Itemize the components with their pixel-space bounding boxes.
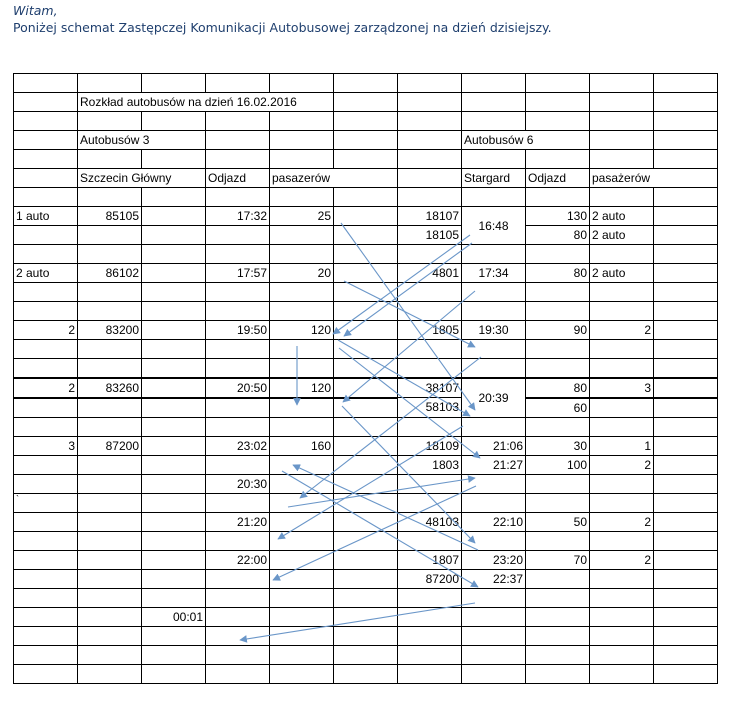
table-row: [14, 207, 718, 226]
final-time: 00:01: [142, 607, 206, 626]
header-szczecin: Szczecin Główny: [78, 169, 206, 188]
email-intro: [13, 2, 552, 36]
table-row: [14, 626, 718, 645]
table-row: [14, 569, 718, 588]
left-extra-time: 22:00: [206, 550, 270, 569]
right-passengers: 50: [526, 512, 590, 531]
left-extra-time: 21:20: [206, 512, 270, 531]
schedule-sheet: [13, 73, 718, 684]
right-depart: 20:39: [462, 378, 526, 418]
table-row: [14, 245, 718, 264]
greeting: Witam,: [13, 3, 58, 18]
right-train: 48103: [398, 512, 462, 531]
right-passengers: 130: [526, 207, 590, 226]
right-passengers: 60: [526, 398, 590, 418]
left-count: 2 auto: [14, 264, 78, 283]
left-depart: 19:50: [206, 321, 270, 340]
left-depart: 20:50: [206, 378, 270, 398]
right-passengers: 90: [526, 321, 590, 340]
table-row: [14, 436, 718, 455]
right-train: 1803: [398, 455, 462, 474]
header-right-depart: Odjazd: [526, 169, 590, 188]
right-count: 2: [590, 321, 654, 340]
table-row: [14, 664, 718, 683]
right-depart: 17:34: [462, 264, 526, 283]
left-passengers: 20: [270, 264, 334, 283]
table-row: [14, 493, 718, 512]
left-count: 2: [14, 321, 78, 340]
right-train: 1807: [398, 550, 462, 569]
table-row: [14, 321, 718, 340]
right-train: 38107: [398, 378, 462, 398]
left-extra-time: 20:30: [206, 474, 270, 493]
right-count: 1: [590, 436, 654, 455]
left-passengers: 25: [270, 207, 334, 226]
right-train: 87200: [398, 569, 462, 588]
header-left-depart: Odjazd: [206, 169, 270, 188]
left-depart: 23:02: [206, 436, 270, 455]
table-row: [14, 607, 718, 626]
table-row: [14, 188, 718, 207]
header-left-passengers: pasazerów: [270, 169, 398, 188]
table-row: [14, 531, 718, 550]
right-passengers: 30: [526, 436, 590, 455]
table-row: [14, 474, 718, 493]
left-count: 2: [14, 378, 78, 398]
left-train: 83260: [78, 378, 142, 398]
right-count: 2: [590, 550, 654, 569]
table-row: [14, 359, 718, 378]
right-depart: 21:06: [462, 436, 526, 455]
table-row: [14, 150, 718, 169]
left-depart: 17:32: [206, 207, 270, 226]
table-row: [14, 283, 718, 302]
header-row: [14, 169, 718, 188]
table-row: [14, 93, 718, 112]
right-train: 1805: [398, 321, 462, 340]
left-count: 3: [14, 436, 78, 455]
table-row: [14, 417, 718, 436]
table-row: [14, 550, 718, 569]
right-passengers: 70: [526, 550, 590, 569]
table-row: [14, 512, 718, 531]
right-depart: 19:30: [462, 321, 526, 340]
left-passengers: 120: [270, 378, 334, 398]
right-train: 18109: [398, 436, 462, 455]
right-count: 2 auto: [590, 226, 654, 245]
table-row: [14, 340, 718, 359]
table-row: [14, 302, 718, 321]
schedule-table: [13, 73, 718, 684]
right-count: 2: [590, 512, 654, 531]
right-passengers: 100: [526, 455, 590, 474]
schedule-title: Rozkład autobusów na dzień 16.02.2016: [78, 93, 334, 112]
left-depart: 17:57: [206, 264, 270, 283]
left-train: 87200: [78, 436, 142, 455]
right-depart: 22:37: [462, 569, 526, 588]
table-row: [14, 398, 718, 418]
intro-message: Poniżej schemat Zastępczej Komunikacji Autobusowej zarządzonej na dzień dzisiejszy.: [13, 20, 552, 35]
right-passengers: 80: [526, 264, 590, 283]
left-count: 1 auto: [14, 207, 78, 226]
table-row: [14, 74, 718, 93]
header-right-passengers: pasażerów: [590, 169, 718, 188]
table-row: [14, 264, 718, 283]
table-row: [14, 226, 718, 245]
left-train: 86102: [78, 264, 142, 283]
left-passengers: 160: [270, 436, 334, 455]
right-train: 18105: [398, 226, 462, 245]
right-depart: 21:27: [462, 455, 526, 474]
header-stargard: Stargard: [462, 169, 526, 188]
right-passengers: 80: [526, 378, 590, 398]
left-group-label: Autobusów 3: [78, 131, 206, 150]
right-train: 4801: [398, 264, 462, 283]
table-row: [14, 131, 718, 150]
table-row: [14, 455, 718, 474]
left-train: 83200: [78, 321, 142, 340]
table-row-highlighted: [14, 378, 718, 398]
right-depart: 16:48: [462, 207, 526, 245]
right-count: 3: [590, 378, 654, 398]
table-row: [14, 645, 718, 664]
right-passengers: 80: [526, 226, 590, 245]
right-train: 18107: [398, 207, 462, 226]
right-count: 2 auto: [590, 264, 654, 283]
right-count: 2: [590, 455, 654, 474]
right-train: 58103: [398, 398, 462, 418]
table-row: [14, 588, 718, 607]
right-count: 2 auto: [590, 207, 654, 226]
stray-mark: `: [14, 493, 78, 512]
left-train: 85105: [78, 207, 142, 226]
right-depart: 23:20: [462, 550, 526, 569]
table-row: [14, 112, 718, 131]
right-depart: 22:10: [462, 512, 526, 531]
right-group-label: Autobusów 6: [462, 131, 590, 150]
left-passengers: 120: [270, 321, 334, 340]
